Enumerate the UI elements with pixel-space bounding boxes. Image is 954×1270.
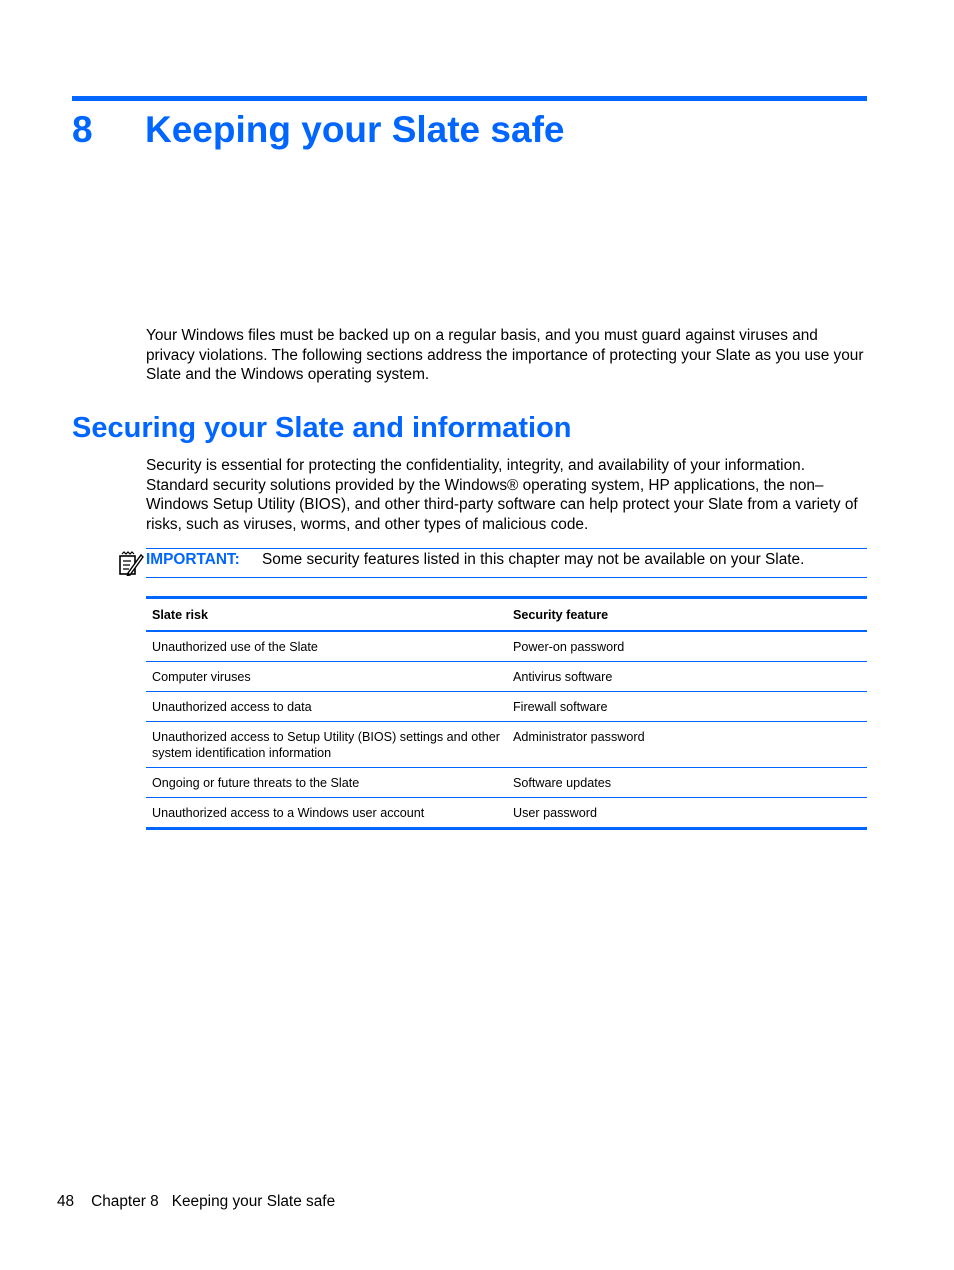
risk-cell: Unauthorized access to a Windows user account	[152, 806, 425, 820]
note-text: Some security features listed in this chapter may not be available on your Slate.	[262, 551, 805, 568]
feature-cell: Antivirus software	[507, 662, 867, 692]
table-row	[146, 631, 867, 662]
column-header-security-feature: Security feature	[507, 598, 867, 632]
table-row	[146, 798, 867, 829]
feature-cell: User password	[512, 806, 597, 820]
table-row	[146, 722, 867, 768]
chapter-rule	[72, 96, 867, 101]
risk-cell: Computer viruses	[146, 662, 507, 692]
column-header-slate-risk: Slate risk	[146, 598, 507, 632]
chapter-heading	[72, 106, 564, 154]
risk-cell: Unauthorized access to data	[146, 692, 507, 722]
table-row	[146, 768, 867, 798]
chapter-number: 8	[72, 109, 93, 150]
footer-chapter-label: Chapter 8	[91, 1193, 159, 1210]
table-row	[146, 692, 867, 722]
important-note-icon	[118, 551, 145, 576]
risk-cell: Ongoing or future threats to the Slate	[146, 768, 507, 798]
page-footer	[57, 1192, 352, 1211]
table-row	[146, 662, 867, 692]
risk-cell: Unauthorized use of the Slate	[146, 631, 507, 662]
table-header-row	[146, 598, 867, 632]
note-label: IMPORTANT:	[146, 551, 240, 568]
section-heading: Securing your Slate and information	[72, 412, 572, 444]
risk-cell: Unauthorized access to Setup Utility (BIOS) settings and other system identification information	[146, 722, 507, 768]
chapter-title: Keeping your Slate safe	[145, 109, 565, 150]
feature-cell: Administrator password	[507, 722, 867, 768]
intro-paragraph: Your Windows files must be backed up on a regular basis, and you must guard against viruses and privacy violations. The following sections address the importance of protecting your Slate as you use your Slate and the Windows operating system.	[146, 327, 864, 384]
footer-chapter-title: Keeping your Slate safe	[171, 1193, 336, 1210]
feature-cell: Software updates	[507, 768, 867, 798]
feature-cell: Firewall software	[507, 692, 867, 722]
page-number: 48	[57, 1193, 75, 1210]
section-body-paragraph: Security is essential for protecting the confidentiality, integrity, and availability of your information. Standard security solutions provided by the Windows® operating system, HP applications, the non–Windows Setup Utility (BIOS), and other third-party software can help protect your Slate from a variety of risks, such as viruses, worms, and other types of malicious code.	[146, 457, 858, 533]
important-note	[146, 548, 867, 578]
feature-cell: Power-on password	[507, 631, 867, 662]
security-risk-table	[146, 596, 867, 830]
